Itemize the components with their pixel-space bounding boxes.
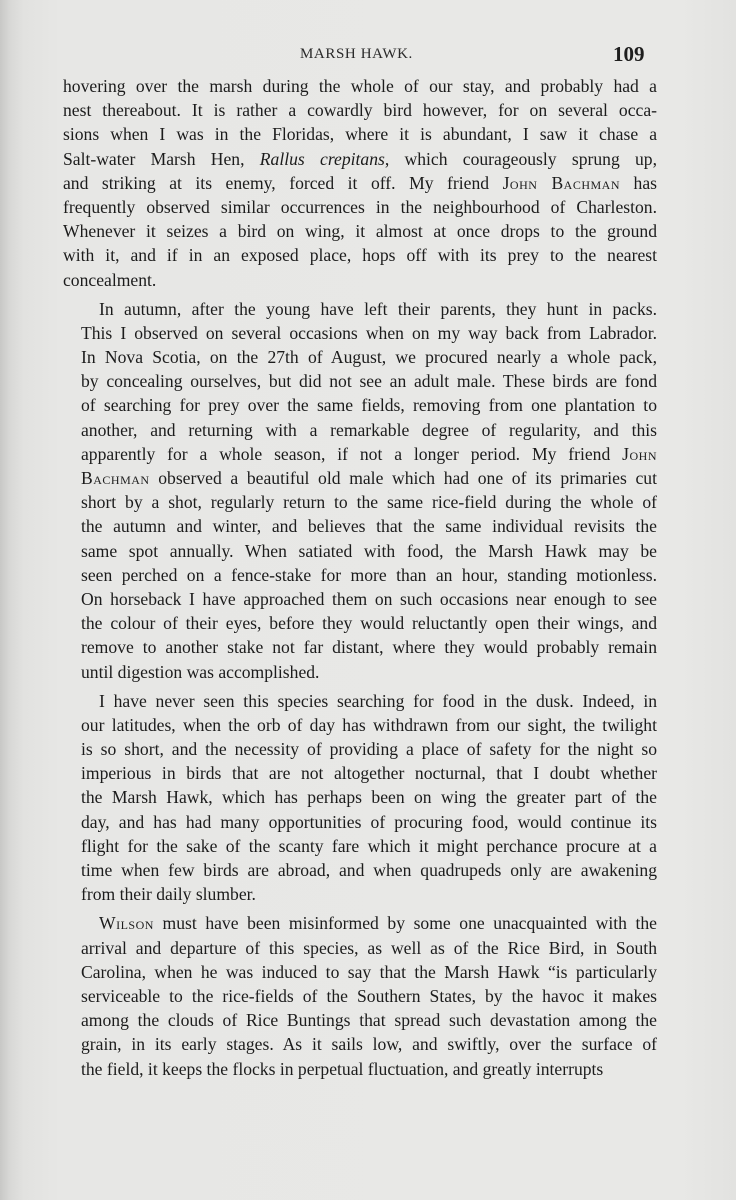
text-run: the Marsh Hawk, which has perhaps been on wing the greater part of the [81, 787, 657, 808]
text-run: observed a beautiful old male which had one of its primaries cut [149, 468, 657, 488]
text-run: hovering over the marsh during the whole of our stay, and probably had a [63, 76, 657, 96]
text-run: time when few birds are abroad, and when quadrupeds only are awakening [81, 860, 657, 880]
text-run: remove to another stake not far distant, where they would probably remain [81, 637, 657, 658]
text-line [63, 297, 657, 321]
text-run: from their daily slumber. [81, 884, 256, 905]
text-run: In autumn, after the young have left their parents, they hunt in packs. [99, 298, 657, 319]
text-line [63, 1008, 657, 1032]
text-run: short by a shot, regularly return to the same rice-field during the whole of [81, 492, 657, 513]
text-line [63, 98, 657, 122]
text-line [63, 345, 657, 369]
text-run: same spot annually. When satiated with food, the Marsh Hawk may be [81, 540, 657, 561]
text-run: In Nova Scotia, on the 27th of August, we procured nearly a whole pack, [81, 347, 657, 368]
text-run: of searching for prey over the same fields, removing from one plantation to [81, 395, 657, 416]
text-line [63, 147, 657, 171]
text-run: sions when I was in the Floridas, where it is abundant, I saw it chase a [63, 124, 657, 145]
text-line [63, 321, 657, 345]
text-run: arrival and departure of this species, as well as of the Rice Bird, in South [81, 937, 657, 958]
text-line [63, 563, 657, 587]
text-run: day, and has had many opportunities of procuring food, would continue its [81, 811, 657, 832]
text-run: I have never seen this species searching for food in the dusk. Indeed, in [99, 690, 657, 711]
text-line [63, 587, 657, 611]
text-line [63, 635, 657, 659]
text-run: apparently for a whole season, if not a longer period. My friend [81, 443, 623, 464]
text-line [63, 122, 657, 146]
text-run: is so short, and the necessity of providing a place of safety for the night so [81, 739, 657, 760]
text-run: our latitudes, when the orb of day has withdrawn from our sight, the twilight [81, 714, 657, 735]
small-caps-name: John Bachman [502, 172, 621, 193]
text-run: Salt-water Marsh Hen, [63, 148, 260, 169]
text-line [63, 810, 657, 834]
text-line [63, 761, 657, 785]
small-caps-name: Wilson [99, 913, 154, 934]
text-run: another, and returning with a remarkable degree of regularity, and this [81, 419, 657, 440]
text-line [63, 442, 657, 466]
small-caps-name: Bachman [81, 468, 150, 488]
text-line [63, 514, 657, 538]
text-line [63, 1057, 657, 1081]
text-line [63, 466, 657, 490]
paragraph [63, 911, 657, 1080]
text-line [63, 611, 657, 635]
text-line [63, 369, 657, 393]
text-run: seen perched on a fence-stake for more than an hour, standing motionless. [81, 564, 657, 585]
text-run: grain, in its early stages. As it sails low, and swiftly, over the surface of [81, 1034, 657, 1055]
text-line [63, 393, 657, 417]
text-run: concealment. [63, 269, 157, 290]
text-line [63, 713, 657, 737]
text-run: among the clouds of Rice Buntings that spread such devastation among the [81, 1010, 657, 1031]
text-run: the colour of their eyes, before they would reluctantly open their wings, and [81, 613, 657, 634]
running-title: MARSH HAWK. [300, 46, 413, 62]
text-line [63, 490, 657, 514]
text-line [63, 243, 657, 267]
text-line [63, 74, 657, 98]
page-number: 109 [613, 42, 645, 66]
text-line [63, 984, 657, 1008]
text-line [63, 660, 657, 684]
text-run: nest thereabout. It is rather a cowardly bird however, for on several occa- [63, 100, 657, 121]
text-line [63, 539, 657, 563]
text-line [63, 785, 657, 809]
small-caps-name: John [622, 443, 657, 464]
text-run: with it, and if in an exposed place, hops off with its prey to the nearest [63, 245, 657, 266]
text-run: Whenever it seizes a bird on wing, it almost at once drops to the ground [63, 221, 657, 242]
text-line [63, 219, 657, 243]
text-line [63, 737, 657, 761]
paragraph [63, 74, 657, 292]
text-run: must have been misinformed by some one unacquainted with the [153, 913, 657, 934]
text-run: , which courageously sprung up, [384, 148, 657, 169]
text-run: by concealing ourselves, but did not see an adult male. These birds are fond [81, 371, 657, 392]
text-run: This I observed on several occasions when on my way back from Labrador. [81, 322, 657, 343]
text-run: Carolina, when he was induced to say that the Marsh Hawk “is particularly [81, 961, 657, 982]
text-line [63, 268, 657, 292]
text-run: On horseback I have approached them on such occasions near enough to see [81, 588, 657, 609]
text-line [63, 882, 657, 906]
text-line [63, 418, 657, 442]
text-line [63, 960, 657, 984]
text-run: frequently observed similar occurrences in the neighbourhood of Charleston. [63, 196, 657, 217]
text-run: the field, it keeps the flocks in perpetual fluctuation, and greatly interrupts [81, 1058, 604, 1079]
text-run: and striking at its enemy, forced it off. My friend [63, 172, 503, 193]
text-line [63, 911, 657, 935]
text-run: serviceable to the rice-fields of the Southern States, by the havoc it makes [81, 985, 657, 1006]
running-head [0, 42, 736, 72]
text-line [63, 858, 657, 882]
text-line [63, 689, 657, 713]
text-line [63, 195, 657, 219]
text-run: the autumn and winter, and believes that the same individual revisits the [81, 516, 657, 537]
text-run: until digestion was accomplished. [81, 661, 320, 682]
text-line [63, 936, 657, 960]
text-run: flight for the sake of the scanty fare which it might perchance procure at a [81, 835, 657, 856]
text-run: has [620, 172, 657, 193]
body-text [63, 74, 657, 1081]
text-line [63, 1032, 657, 1056]
text-run: imperious in birds that are not altogether nocturnal, that I doubt whether [81, 763, 657, 784]
text-line [63, 171, 657, 195]
paragraph [63, 297, 657, 684]
text-line [63, 834, 657, 858]
italic-species-name: Rallus crepitans [259, 148, 385, 169]
paragraph [63, 689, 657, 907]
